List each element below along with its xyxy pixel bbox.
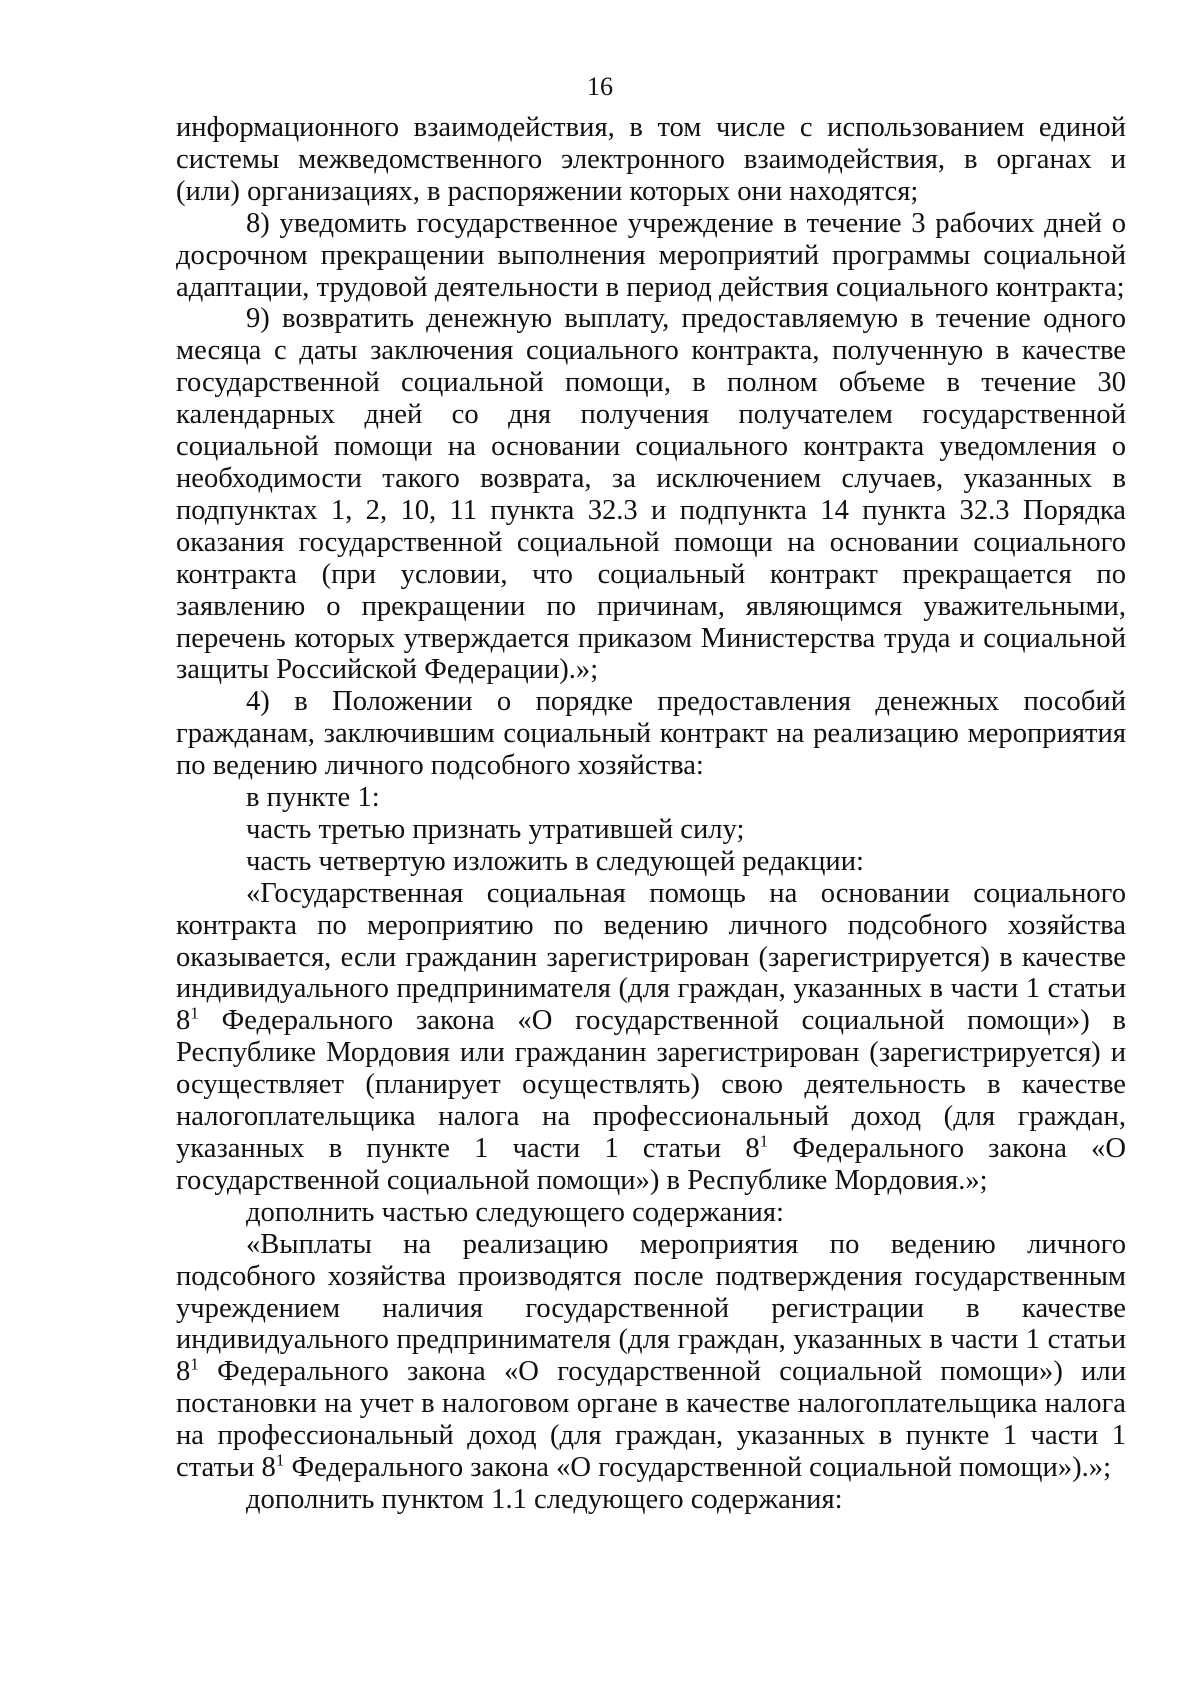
paragraph-quote-assistance xyxy=(176,878,1126,1197)
quote-text: Федерального закона «О государственной социальной помощи»).»; xyxy=(284,1452,1112,1484)
document-body xyxy=(176,112,1126,1516)
paragraph-item-4: 4) в Положении о порядке предоставления денежных пособий гражданам, заключившим социальный контракт на реализацию мероприятия по ведению личного подсобного хозяйства: xyxy=(176,686,1126,782)
superscript: 1 xyxy=(759,1131,769,1151)
quote-text: Федерального закона «О государственной социальной помощи») или постановки на учет в налоговом органе в качестве налогоплательщика налога на профессиональный доход (для граждан, указанных в пункте 1 части 1 статьи 8 xyxy=(176,1356,1126,1484)
quote-text: Федерального закона «О государственной социальной помощи») в Республике Мордовия.»; xyxy=(176,1133,1127,1196)
paragraph-part-three: часть третью признать утратившей силу; xyxy=(246,813,745,845)
paragraph-add-point: дополнить пунктом 1.1 следующего содержания: xyxy=(246,1483,843,1515)
quote-text: Федерального закона «О государственной социальной помощи») в Республике Мордовия или гражданин зарегистрирован (зарегистрируется) и осуществляет (планирует осуществлять) свою деятельность в качестве налогоплательщика налога на профессиональный доход (для граждан, указанных в пункте 1 части 1 статьи 8 xyxy=(176,1005,1126,1164)
paragraph-continuation: информационного взаимодействия, в том числе с использованием единой системы межведомственного электронного взаимодействия, в органах и (или) организациях, в распоряжении которых они находятся; xyxy=(176,112,1126,207)
superscript: 1 xyxy=(275,1450,285,1470)
quote-text: «Государственная социальная помощь на основании социального контракта по мероприятию по ведению личного подсобного хозяйства оказывается, если гражданин зарегистрирован (зарегистрируется) в качестве индивидуального предпринимателя (для граждан, указанных в части 1 статьи 8 xyxy=(176,877,1126,1037)
paragraph-part-four: часть четвертую изложить в следующей редакции: xyxy=(246,845,864,877)
superscript: 1 xyxy=(190,1003,199,1023)
paragraph-item-8: 8) уведомить государственное учреждение в течение 3 рабочих дней о досрочном прекращении выполнения мероприятий программы социальной адаптации, трудовой деятельности в период действия социального контракта; xyxy=(176,207,1126,303)
superscript: 1 xyxy=(190,1354,199,1374)
paragraph-item-9: 9) возвратить денежную выплату, предоставляемую в течение одного месяца с даты заключения социального контракта, полученную в качестве государственной социальной помощи, в полном объеме в течение 30 календарных дней со дня получения получателем государственной социальной помощи на основании социального контракта уведомления о необходимости такого возврата, за исключением случаев, указанных в подпунктах 1, 2, 10, 11 пункта 32.3 и подпункта 14 пункта 32.3 Порядка оказания государственной социальной помощи на основании социального контракта (при условии, что социальный контракт прекращается по заявлению о прекращении по причинам, являющимся уважительными, перечень которых утверждается приказом Министерства труда и социальной защиты Российской Федерации).»; xyxy=(176,303,1126,686)
paragraph-add-part: дополнить частью следующего содержания: xyxy=(246,1196,784,1228)
page-number: 16 xyxy=(587,72,613,101)
paragraph-quote-payments xyxy=(176,1229,1126,1484)
quote-text: «Выплаты на реализацию мероприятия по ведению личного подсобного хозяйства производятся после подтверждения государственным учреждением наличия государственной регистрации в качестве индивидуального предпринимателя (для граждан, указанных в части 1 статьи 8 xyxy=(176,1228,1126,1388)
paragraph-point-1: в пункте 1: xyxy=(246,782,380,814)
